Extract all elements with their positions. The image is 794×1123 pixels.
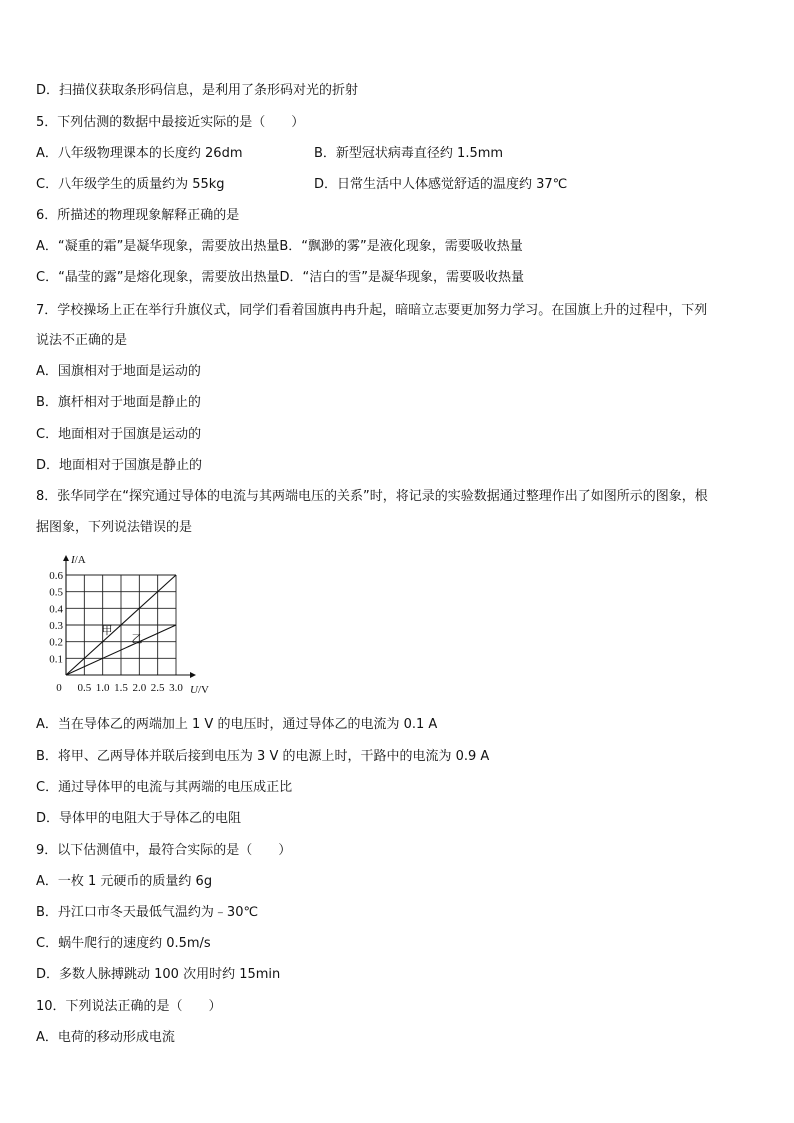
- question-6-stem: 6．所描述的物理现象解释正确的是: [36, 208, 240, 223]
- x-tick-label: 0.5: [77, 682, 92, 694]
- question-8-option-d: D．导体甲的电阻大于导体乙的电阻: [36, 811, 242, 826]
- question-9-option-c: C．蜗牛爬行的速度约 0.5m/s: [36, 936, 211, 951]
- y-tick-label: 0.6: [49, 570, 63, 582]
- question-10-option-a: A．电荷的移动形成电流: [36, 1030, 175, 1045]
- x-tick-label: 2.0: [132, 682, 147, 694]
- iu-graph: [36, 548, 226, 708]
- y-tick-label: 0.4: [49, 603, 63, 616]
- question-5-option-a: A．八年级物理课本的长度约 26dm: [36, 146, 243, 161]
- x-tick-label: 1.5: [114, 682, 128, 694]
- x-axis-title: U/V: [190, 684, 209, 696]
- y-axis-title: I/A: [71, 554, 86, 566]
- y-axis-arrow: [63, 555, 69, 561]
- question-7-option-b: B．旗杆相对于地面是静止的: [36, 395, 201, 410]
- question-8-option-b: B．将甲、乙两导体并联后接到电压为 3 V 的电源上时，干路中的电流为 0.9 A: [36, 749, 490, 764]
- question-7-option-c: C．地面相对于国旗是运动的: [36, 427, 202, 442]
- question-8-option-a: A．当在导体乙的两端加上 1 V 的电压时，通过导体乙的电流为 0.1 A: [36, 717, 438, 732]
- question-8-stem: 8．张华同学在“探究通过导体的电流与其两端电压的关系”时，将记录的实验数据通过整理作出了如图所示的图象，根: [36, 489, 708, 504]
- question-9-option-b: B．丹江口市冬天最低气温约为﹣30℃: [36, 905, 259, 920]
- question-5-option-c: C．八年级学生的质量约为 55kg: [36, 177, 225, 192]
- y-tick-label: 0.1: [49, 653, 63, 666]
- x-tick-label: 3.0: [169, 682, 183, 694]
- y-tick-label: 0.5: [49, 586, 63, 599]
- series-label-yi: 乙: [131, 632, 143, 646]
- x-tick-label: 2.5: [150, 682, 165, 694]
- question-5-option-d: D．日常生活中人体感觉舒适的温度约 37℃: [314, 177, 568, 192]
- question-6-options-ab: A．“凝重的霜”是凝华现象，需要放出热量B．“飘渺的雾”是液化现象，需要吸收热量: [36, 239, 523, 254]
- question-6-options-cd: C．“晶莹的露”是熔化现象，需要放出热量D．“洁白的雪”是凝华现象，需要吸收热量: [36, 270, 525, 285]
- question-8-stem-cont: 据图象，下列说法错误的是: [36, 520, 193, 535]
- y-tick-label: 0.2: [49, 636, 63, 649]
- question-10-stem: 10．下列说法正确的是（ ）: [36, 999, 222, 1014]
- question-4-option-d: D．扫描仪获取条形码信息，是利用了条形码对光的折射: [36, 83, 359, 98]
- question-7-option-a: A．国旗相对于地面是运动的: [36, 364, 201, 379]
- question-7-stem-cont: 说法不正确的是: [36, 333, 128, 348]
- series-label-jia: 甲: [101, 624, 113, 637]
- question-9-option-d: D．多数人脉搏跳动 100 次用时约 15min: [36, 967, 281, 982]
- origin-label: 0: [56, 682, 62, 694]
- question-5-stem: 5．下列估测的数据中最接近实际的是（ ）: [36, 115, 305, 130]
- x-tick-label: 1.0: [95, 682, 110, 694]
- question-7-option-d: D．地面相对于国旗是静止的: [36, 458, 203, 473]
- y-tick-label: 0.3: [49, 620, 63, 632]
- question-8-option-c: C．通过导体甲的电流与其两端的电压成正比: [36, 780, 293, 795]
- question-7-stem: 7．学校操场上正在举行升旗仪式，同学们看着国旗冉冉升起，暗暗立志要更加努力学习。在国旗上升的过程中，下列: [36, 303, 708, 318]
- x-axis-arrow: [190, 672, 196, 678]
- question-9-stem: 9．以下估测值中，最符合实际的是（ ）: [36, 843, 292, 858]
- question-9-option-a: A．一枚 1 元硬币的质量约 6g: [36, 874, 213, 889]
- question-5-option-b: B．新型冠状病毒直径约 1.5mm: [314, 146, 504, 161]
